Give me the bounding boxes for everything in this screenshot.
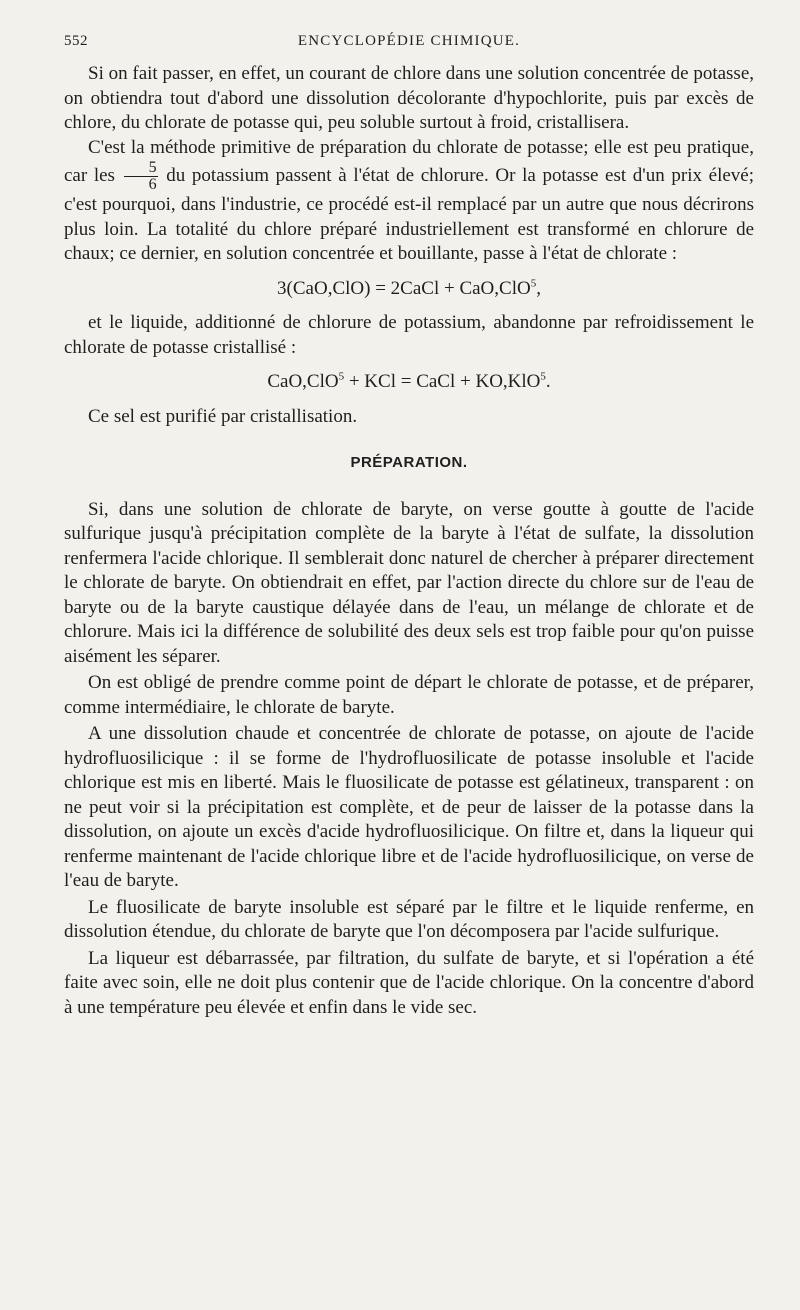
paragraph-text: C'est la méthode primitive de préparation du chlorate de potasse; elle est peu pratique, car les [64,136,754,186]
page-body [64,62,754,1020]
paragraph-text: du potassium passent à l'état de chlorure. Or la potasse est d'un prix élevé; c'est pourquoi, dans l'industrie, ce procédé est-il remplacé par un autre que nous décrirons plus loin. La totalité du chlore préparé industriellement est transformé en chlorure de chaux; ce dernier, en solution concentrée et bouillante, passe à l'état de chlorate : [64,164,755,264]
section-heading: PRÉPARATION. [350,454,468,471]
formula-text: 3(CaO,ClO) = 2CaCl + CaO,ClO [277,277,531,299]
paragraph: Si on fait passer, en effet, un courant de chlore dans une solution concentrée de potasse, on obtiendra tout d'abord une dissolution décolorante d'hypochlorite, puis par excès de chlore, du chlorate de potasse qui, peu soluble surtout à froid, cristallisera. [64,63,754,133]
fraction-denominator: 6 [148,176,157,193]
formula-exponent: 5 [540,370,546,383]
running-title: ENCYCLOPÉDIE CHIMIQUE. [297,33,521,49]
fraction-numerator: 5 [124,160,158,177]
fraction [124,160,158,193]
paragraph: et le liquide, additionné de chlorure de potassium, abandonne par refroidissement le chlorate de potasse cristallisé : [64,312,754,358]
formula-text: CaO,ClO [267,371,339,392]
paragraph: On est obligé de prendre comme point de départ le chlorate de potasse, et de préparer, comme intermédiaire, le chlorate de baryte. [64,672,754,718]
running-head [64,33,754,53]
formula-punct: , [536,277,541,299]
paragraph: A une dissolution chaude et concentrée de chlorate de potasse, on ajoute de l'acide hydrofluosilicique : il se forme de l'hydrofluosilicate de potasse insoluble et l'acide chlorique est mis en liberté. Mais le fluosilicate de potasse est gélatineux, transparent : on ne peut voir si la précipitation est complète, et de peur de laisser de la potasse dans la dissolution, on ajoute un excès d'acide hydrofluosilicique. On filtre et, dans la liqueur qui renferme maintenant de l'acide chlorique libre et de l'acide hydrofluosilicique, on verse de l'eau de baryte. [64,723,754,891]
formula-exponent: 5 [530,277,537,290]
formula-exponent: 5 [338,370,345,383]
formula-punct: . [545,371,551,392]
formula [64,370,754,395]
paragraph: La liqueur est débarrassée, par filtration, du sulfate de baryte, et si l'opération a été faite avec soin, elle ne doit plus contenir que de l'acide chlorique. On la concentre d'abord à une température peu élevée et enfin dans le vide sec. [64,947,754,1018]
formula-text: + KCl = CaCl + KO,KlO [344,371,541,392]
paragraph [64,136,754,267]
page-number: 552 [64,33,88,49]
paragraph: Si, dans une solution de chlorate de baryte, on verse goutte à goutte de l'acide sulfurique jusqu'à précipitation complète de la baryte à l'état de sulfate, la dissolution renfermera l'acide chlorique. Il semblerait donc naturel de chercher à préparer directement le chlorate de baryte. On obtiendrait en effet, par l'action directe du chlore sur de l'eau de baryte ou de la baryte caustique délayée dans de l'eau, un mélange de chlorate et de chlorure. Mais ici la différence de solubilité des deux sels est trop faible pour qu'on puisse aisément les séparer. [64,498,754,667]
formula [64,277,754,302]
paragraph: Le fluosilicate de baryte insoluble est séparé par le filtre et le liquide renferme, en dissolution étendue, du chlorate de baryte que l'on décomposera par l'acide sulfurique. [64,896,754,942]
paragraph: Ce sel est purifié par cristallisation. [88,405,358,427]
